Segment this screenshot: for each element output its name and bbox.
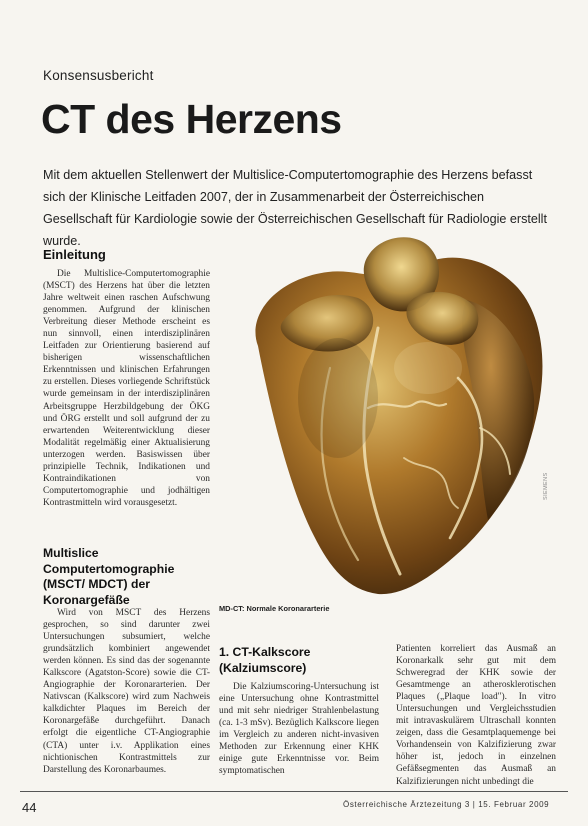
journal-footer: Österreichische Ärztezeitung 3 | 15. Februar 2009 (343, 800, 550, 809)
heading-einleitung: Einleitung (43, 247, 106, 262)
heart-figure (218, 228, 554, 600)
page-number: 44 (22, 800, 37, 815)
photo-credit: SIEMENS (543, 472, 549, 500)
footer-rule (20, 791, 568, 792)
msct-text: Wird von MSCT des Herzens gesprochen, so sind darunter zwei Untersuchungen subsumiert, welche grundsätzlich kombiniert angewendet werden können. Es sind das der sogenannte Kalkscore (Agatston-Score) sowie die CT-Angiographie der Koronararterien. Der Nativscan (Kalkscore) wird zum Nachweis kalkdichter Plaques im Bereich der Koronargefäße durchgeführt. Danach erfolgt die eigentliche CT-Angiographie (CTA) unter i.v. Applikation eines nichtionischen Kontrastmittels zur Darstellung des Koronarbaumes. (43, 608, 210, 775)
kicker: Konsensusbericht (43, 68, 154, 83)
kalkscore-text: Die Kalziumscoring-Untersuchung ist eine Untersuchung ohne Kontrastmittel und mit sehr niedriger Strahlenbelastung (ca. 1-3 mSv). Bezüglich Kalkscore liegen im Vergleich zu anderen nicht-invasiven Methoden zur Erkennung einer KHK einige gute Erkenntnisse vor. Beim symptomatischen (219, 682, 379, 777)
column3-text: Patienten korreliert das Ausmaß an Koronarkalk sehr gut mit dem Schweregrad der KHK sowie der Gesamtmenge an atherosklerotischen Plaques („Plaque load"). In vitro Untersuchungen und Vergleichsstudien mit intravaskulärem Ultraschall konnten zeigen, dass die Gesamtplaquemenge bei Vorhandensein von Kalzifizierung zwar höher ist, jedoch in einzelnen Gefäßsegmenten das Ausmaß an Kalzifizierungen nicht unbedingt die (396, 644, 556, 787)
heart-ct-render (218, 228, 554, 600)
heading-kalkscore: 1. CT-Kalkscore (Kalziumscore) (219, 645, 311, 675)
figure-caption: MD-CT: Normale Koronararterie (219, 604, 330, 613)
page-title: CT des Herzens (41, 96, 342, 142)
heading-msct: Multislice Computertomographie (MSCT/ MDCT) der Koronargefäße (43, 546, 175, 607)
einleitung-text: Die Multislice-Computertomographie (MSCT) des Herzens hat über die letzten Jahre weltweit einen raschen Aufschwung genommen. Aufgrund der klinischen Verbreitung dieser Methode erscheint es nun sinnvoll, einen interdisziplinären Leitfaden zur Orientierung basierend auf bisherigen wissenschaftlichen Erkenntnissen und klinischen Erfahrungen zu erstellen. Dieses vorliegende Schriftstück wurde gemeinsam in der interdisziplinären Arbeitsgruppe Herzbildgebung der ÖKG und ÖRG erstellt und soll aufgrund der zu erwartenden Weiterentwicklung dieser Modalität regelmäßig einer Aktualisierung unterzogen werden. Basiswissen über prinzipielle Technik, Indikationen und Kontraindikationen von Computertomographie und jodhältigen Kontrastmitteln wird vorausgesetzt. (43, 269, 210, 508)
lede: Mit dem aktuellen Stellenwert der Multislice-Computertomographie des Herzens befasst sich der Klinische Leitfaden 2007, der in Zusammenarbeit der Österreichischen Gesellschaft für Kardiologie sowie der Österreichischen Gesellschaft für Radiologie erstellt wurde. (43, 168, 547, 248)
